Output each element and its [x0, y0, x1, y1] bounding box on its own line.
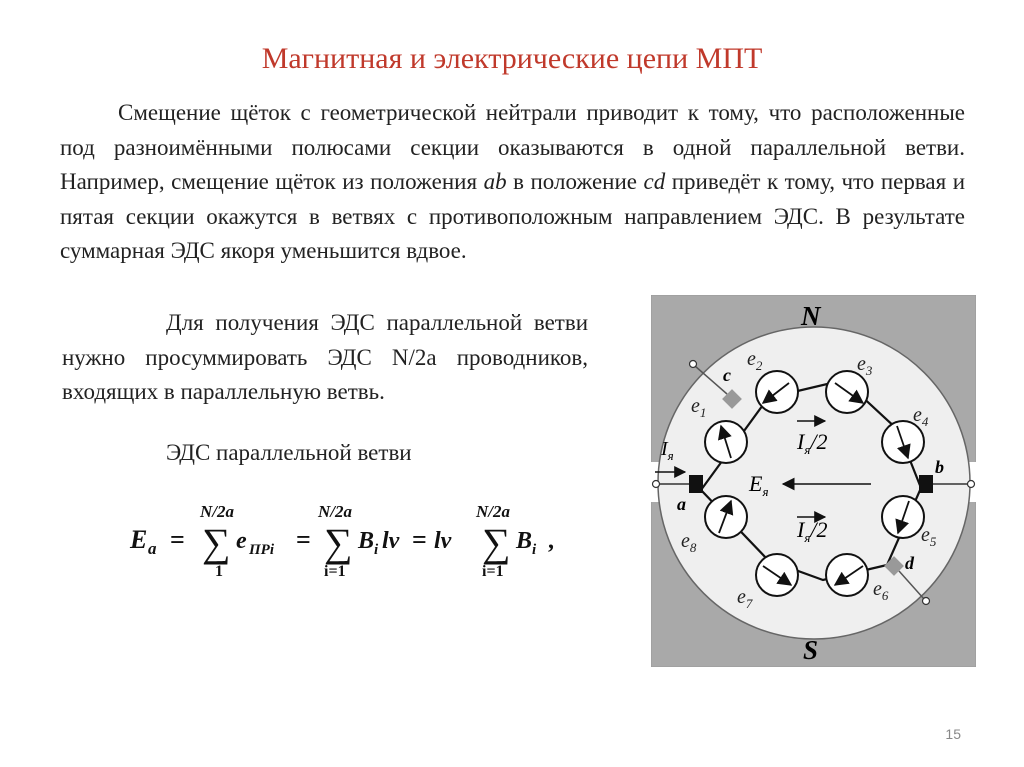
coil-8: [705, 496, 747, 538]
brush-b-label: b: [935, 457, 944, 477]
armature-diagram: [651, 295, 976, 667]
pole-s-label: S: [803, 635, 819, 665]
brush-d-label: d: [905, 553, 914, 573]
sum2-upper: N/2a: [318, 502, 352, 521]
emf-branch-label: ЭДС параллельной ветви: [166, 440, 412, 465]
term2-tail: lν: [382, 528, 400, 554]
page-number: 15: [945, 726, 961, 742]
current-half-lower-label: $I_я/2$: [797, 517, 828, 545]
sum3-sigma: ∑: [482, 520, 511, 565]
brush-c-label: c: [723, 365, 731, 385]
emf-label-2: $e_2$: [747, 348, 763, 373]
brush-a-label: a: [677, 494, 686, 514]
sum3-upper: N/2a: [476, 502, 510, 521]
emf-label-4: $e_4$: [913, 404, 929, 429]
armature-emf-label: $E_я$: [749, 471, 769, 499]
sum1-lower: 1: [215, 563, 223, 580]
sum3-lower: i=1: [482, 563, 504, 580]
current-half-upper-label: $I_я/2$: [797, 429, 828, 457]
paragraph1-text-3: приведёт к тому, что первая и пятая секции окажутся в ветвях с противоположным направлением ЭДС. В результате суммарная ЭДС якоря уменьшится вдвое.: [60, 169, 965, 264]
paragraph-parallel-branch: Для получения ЭДС параллельной ветви нужно просуммировать ЭДС N/2а проводников, входящих в параллельную ветвь.: [62, 310, 588, 405]
emf-label-5: $e_5$: [921, 524, 937, 549]
terminal-b: [968, 481, 975, 488]
terminal-d: [923, 598, 930, 605]
emf-label-1: $e_1$: [691, 395, 707, 420]
emf-label-6: $e_6$: [873, 578, 889, 603]
formula-lhs-sub: a: [148, 539, 157, 558]
term3-sub: i: [532, 542, 537, 558]
pole-n-label: N: [801, 301, 821, 331]
coil-6: [826, 554, 868, 596]
term1: e: [236, 528, 247, 554]
terminal-a: [653, 481, 660, 488]
emf-label-7: $e_7$: [737, 586, 753, 611]
sum1-upper: N/2a: [200, 502, 234, 521]
position-ab: ab: [483, 169, 507, 195]
term2: B: [358, 528, 375, 554]
sum1-sigma: ∑: [202, 520, 231, 565]
formula-mid: lν: [434, 528, 452, 554]
sum2-sigma: ∑: [324, 520, 353, 565]
emf-formula: [128, 498, 568, 588]
formula-eq-1: =: [170, 525, 185, 554]
paragraph1-text-1: Смещение щёток с геометрической нейтрали приводит к тому, что расположенные под разноимёнными полюсами секции оказываются в одной параллельной ветви. Например, смещение щёток из положения: [60, 100, 965, 195]
formula-end: ,: [548, 528, 554, 554]
emf-label-8: $e_8$: [681, 530, 697, 555]
formula-eq-2: =: [296, 525, 311, 554]
formula-eq-3: =: [412, 525, 427, 554]
terminal-c: [690, 361, 697, 368]
position-cd: cd: [643, 169, 666, 195]
formula-lhs: E: [130, 525, 148, 554]
term2-sub: i: [374, 542, 379, 558]
paragraph-brush-shift: [60, 96, 965, 269]
sum2-lower: i=1: [324, 563, 346, 580]
emf-label-3: $e_3$: [857, 353, 873, 378]
brush-b: [919, 475, 933, 493]
paragraph1-text-2: в положение: [506, 169, 644, 195]
slide-title: Магнитная и электрические цепи МПТ: [261, 42, 763, 75]
term1-sub: ПРi: [249, 542, 274, 558]
term3: B: [516, 528, 533, 554]
current-label: $I_я$: [661, 438, 674, 463]
brush-a: [689, 475, 703, 493]
